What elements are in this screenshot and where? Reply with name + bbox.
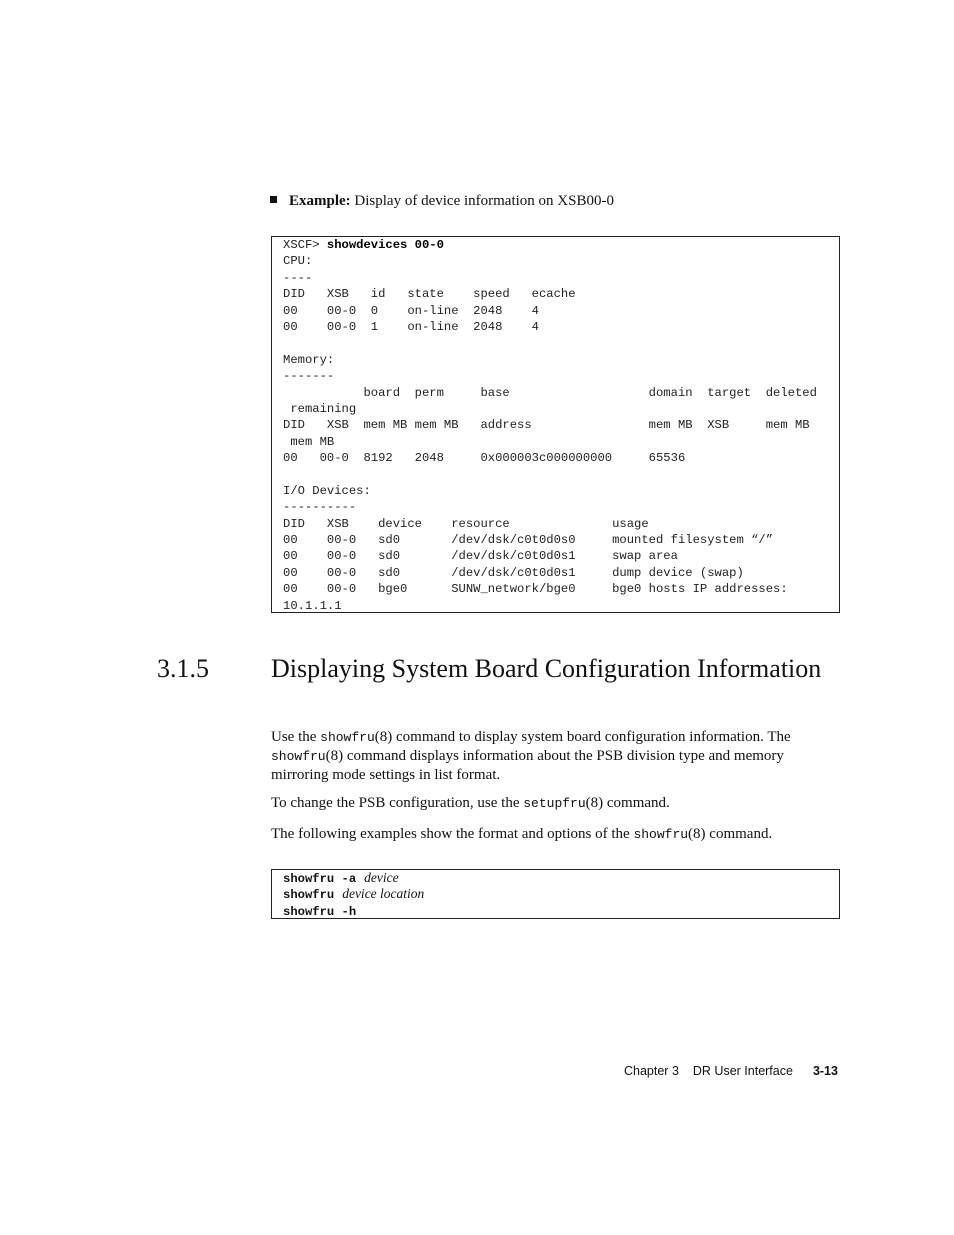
bullet-icon: [270, 196, 277, 203]
output-line: 00 00-0 sd0 /dev/dsk/c0t0d0s1 dump device (swap): [283, 565, 744, 580]
paragraph-setupfru: [271, 794, 841, 813]
output-line: DID XSB device resource usage: [283, 516, 649, 531]
command: showdevices 00-0: [326, 238, 444, 252]
command-name: setupfru: [523, 796, 586, 811]
output-line: ----: [283, 270, 313, 285]
output-line: 00 00-0 sd0 /dev/dsk/c0t0d0s0 mounted filesystem “/”: [283, 533, 774, 548]
output-line: CPU:: [283, 254, 313, 269]
output-line: ----------: [283, 500, 357, 515]
showfru-syntax-box: [271, 869, 840, 919]
syntax-command: showfru: [283, 888, 335, 903]
syntax-line: [283, 886, 828, 902]
text-run: To change the PSB configuration, use the: [271, 795, 524, 811]
example-caption: [270, 191, 614, 211]
text-run: (8) command.: [688, 826, 773, 842]
text-run: (8) command.: [585, 795, 670, 811]
paragraph-examples: [271, 825, 841, 844]
example-text: Display of device information on XSB00-0: [350, 193, 614, 209]
output-line: 00 00-0 1 on-line 2048 4: [283, 319, 539, 334]
syntax-argument: device: [364, 870, 399, 885]
output-line: 00 00-0 sd0 /dev/dsk/c0t0d0s1 swap area: [283, 549, 678, 564]
command-name: showfru: [320, 730, 375, 745]
section-title: Displaying System Board Configuration Information: [271, 654, 822, 683]
paragraph-intro: [271, 728, 841, 784]
output-line: [283, 335, 828, 351]
output-line: board perm base domain target deleted: [283, 385, 817, 400]
showdevices-output-box: [271, 236, 840, 613]
syntax-line: [283, 870, 828, 886]
text-run: Use the: [271, 729, 321, 745]
example-label: Example:: [289, 193, 351, 209]
output-line: mem MB: [283, 434, 335, 449]
command-name: showfru: [271, 749, 326, 764]
syntax-line: [283, 903, 828, 919]
output-line: Memory:: [283, 352, 335, 367]
output-line: DID XSB mem MB mem MB address mem MB XSB mem MB: [283, 418, 810, 433]
output-line: [283, 466, 828, 482]
command-name: showfru: [633, 827, 689, 842]
output-line: 00 00-0 bge0 SUNW_network/bge0 bge0 hosts IP addresses:: [283, 582, 788, 597]
page-number: 3-13: [812, 1064, 838, 1078]
output-line: remaining: [283, 401, 357, 416]
text-run: (8) command displays information about the PSB division type and memory mirroring mode settings in list format.: [271, 748, 784, 783]
page-footer: [624, 1063, 838, 1079]
text-run: The following examples show the format and options of the: [271, 826, 634, 842]
output-line: 10.1.1.1: [283, 598, 342, 613]
footer-chapter: Chapter 3: [624, 1064, 679, 1078]
syntax-command: showfru -a: [283, 872, 357, 886]
footer-title: DR User Interface: [692, 1064, 793, 1078]
syntax-command: showfru -h: [283, 904, 357, 919]
output-line: 00 00-0 0 on-line 2048 4: [283, 303, 539, 318]
section-number: 3.1.5: [157, 654, 209, 683]
text-run: (8) command to display system board configuration information. The: [374, 729, 791, 745]
output-line: DID XSB id state speed ecache: [283, 287, 576, 302]
output-line: 00 00-0 8192 2048 0x000003c000000000 65536: [283, 451, 686, 466]
command-line: [283, 237, 828, 253]
output-line: -------: [283, 369, 335, 384]
syntax-argument: device location: [342, 886, 425, 902]
output-line: I/O Devices:: [283, 483, 371, 498]
prompt: XSCF>: [283, 238, 327, 252]
